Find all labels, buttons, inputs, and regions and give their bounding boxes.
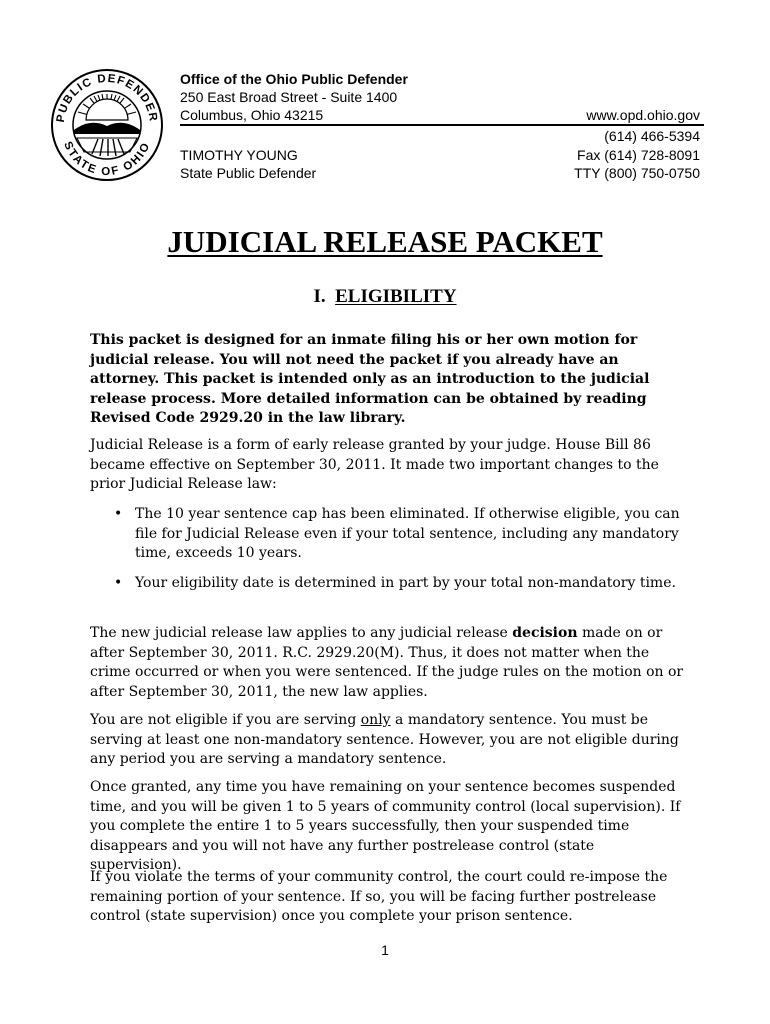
phone-number: (614) 466-5394 (604, 128, 700, 144)
website-link[interactable]: www.opd.ohio.gov (586, 107, 700, 123)
defender-title: State Public Defender (180, 165, 317, 181)
bullet-list (90, 505, 690, 593)
list-item: • The 10 year sentence cap has been eliminated. If otherwise eligible, you can file for Judicial Release even if your total sentence, including any mandatory time, exceeds 10 years. (114, 506, 680, 561)
office-name: Office of the Ohio Public Defender (180, 71, 408, 87)
header-divider (180, 124, 704, 126)
tty-number: TTY (800) 750-0750 (574, 165, 700, 181)
bullet-icon: • (114, 506, 123, 522)
address-line-2: Columbus, Ohio 43215 (180, 107, 324, 123)
list-item: • Your eligibility date is determined in part by your total non-mandatory time. (90, 574, 690, 594)
paragraph-4: Once granted, any time you have remaining on your sentence becomes suspended time, and you will be given 1 to 5 years of community control (local supervision). If you complete the entire 1 to 5 years successfully, then your suspended time disappears and you will not have any further postrelease control (state supervision). (90, 779, 681, 873)
paragraph-3: You are not eligible if you are serving only a mandatory sentence. You must be serving at least one non-mandatory sentence. However, you are not eligible during any period you are serving a mandatory sentence. (90, 712, 679, 767)
fax-number: Fax (614) 728-8091 (577, 147, 700, 163)
page-number: 1 (381, 942, 389, 958)
paragraph-5: If you violate the terms of your community control, the court could re-impose the remaining portion of your sentence. If so, you will be facing further postrelease control (state supervision) once you complete your prison sentence. (90, 869, 668, 924)
intro-paragraph: This packet is designed for an inmate filing his or her own motion for judicial release. You will not need the packet if you already have an attorney. This packet is intended only as an introduction to the judicial release process. More detailed information can be obtained by reading Revised Code 2929.20 in the law library. (90, 332, 650, 426)
paragraph-2: The new judicial release law applies to any judicial release decision made on or after September 30, 2011. R.C. 2929.20(M). Thus, it does not matter when the crime occurred or when you were sentenced. If the judge rules on the motion on or after September 30, 2011, the new law applies. (90, 625, 684, 700)
address-line-1: 250 East Broad Street - Suite 1400 (180, 89, 398, 105)
section-number: I. (313, 286, 326, 307)
bullet-icon: • (114, 574, 123, 591)
section-heading (0, 284, 770, 310)
paragraph-1: Judicial Release is a form of early release granted by your judge. House Bill 86 became effective on September 30, 2011. It made two important changes to the prior Judicial Release law: (90, 437, 659, 492)
svg-text:STATE OF OHIO: STATE OF OHIO (61, 139, 153, 179)
document-title: JUDICIAL RELEASE PACKET (167, 224, 603, 259)
section-title: ELIGIBILITY (335, 286, 457, 307)
svg-text:PUBLIC DEFENDER: PUBLIC DEFENDER (54, 72, 160, 124)
defender-name: TIMOTHY YOUNG (180, 147, 298, 163)
ohio-public-defender-seal (50, 68, 164, 182)
